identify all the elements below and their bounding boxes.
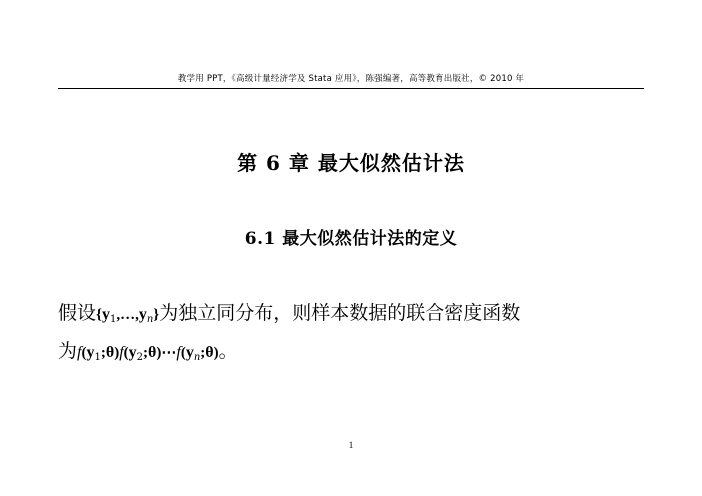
slide-subtitle: 6.1 最大似然估计法的定义 [244,229,458,249]
paren-close-3: ) [213,345,219,361]
set-open-brace: { [96,307,102,323]
arg-y1-subscript: 1 [94,352,101,363]
theta-3: θ [205,344,214,361]
paren-close-1: ) [114,345,120,361]
slide-body [58,296,648,372]
product-ellipsis: ⋯ [161,345,177,361]
variable-y1-subscript: 1 [109,314,117,325]
body-line-1 [58,296,648,334]
slide-header-text: 教学用 PPT，《高级计量经济学及 Stata 应用》，陈强编著，高等教育出版社，© 2010 年 [177,74,525,84]
slide-title: 第 6 章 最大似然估计法 [237,151,465,175]
body-line-2-period: 。 [218,340,238,362]
page-number: 1 [348,440,354,450]
arg-y2: y [128,344,137,361]
header-divider [58,88,644,89]
body-line-1-prefix: 假设 [58,302,97,324]
body-line-2-prefix: 为 [58,340,78,362]
variable-y1: y [101,306,110,323]
semicolon-1: ; [100,345,106,361]
arg-y2-subscript: 2 [136,352,144,363]
paren-open-1: ( [81,345,87,361]
density-function-n: f [176,344,181,361]
paren-open-3: ( [180,345,186,361]
density-function-2: f [119,344,124,361]
theta-2: θ [148,344,157,361]
body-line-1-suffix: 为独立同分布，则样本数据的联合密度函数 [159,302,521,324]
theta-1: θ [105,344,115,361]
density-function-1: f [77,344,82,361]
paren-open-2: ( [123,345,129,361]
paren-close-2: ) [156,345,162,361]
variable-yn-subscript: n [146,314,154,325]
body-line-2 [58,334,648,372]
set-close-brace: } [153,307,160,323]
semicolon-2: ; [143,345,149,361]
variable-yn: y [138,306,147,323]
set-ellipsis: ,…, [116,307,139,323]
semicolon-3: ; [200,345,206,361]
arg-yn: y [185,344,194,361]
arg-y1: y [86,344,95,361]
arg-yn-subscript: n [193,352,201,363]
